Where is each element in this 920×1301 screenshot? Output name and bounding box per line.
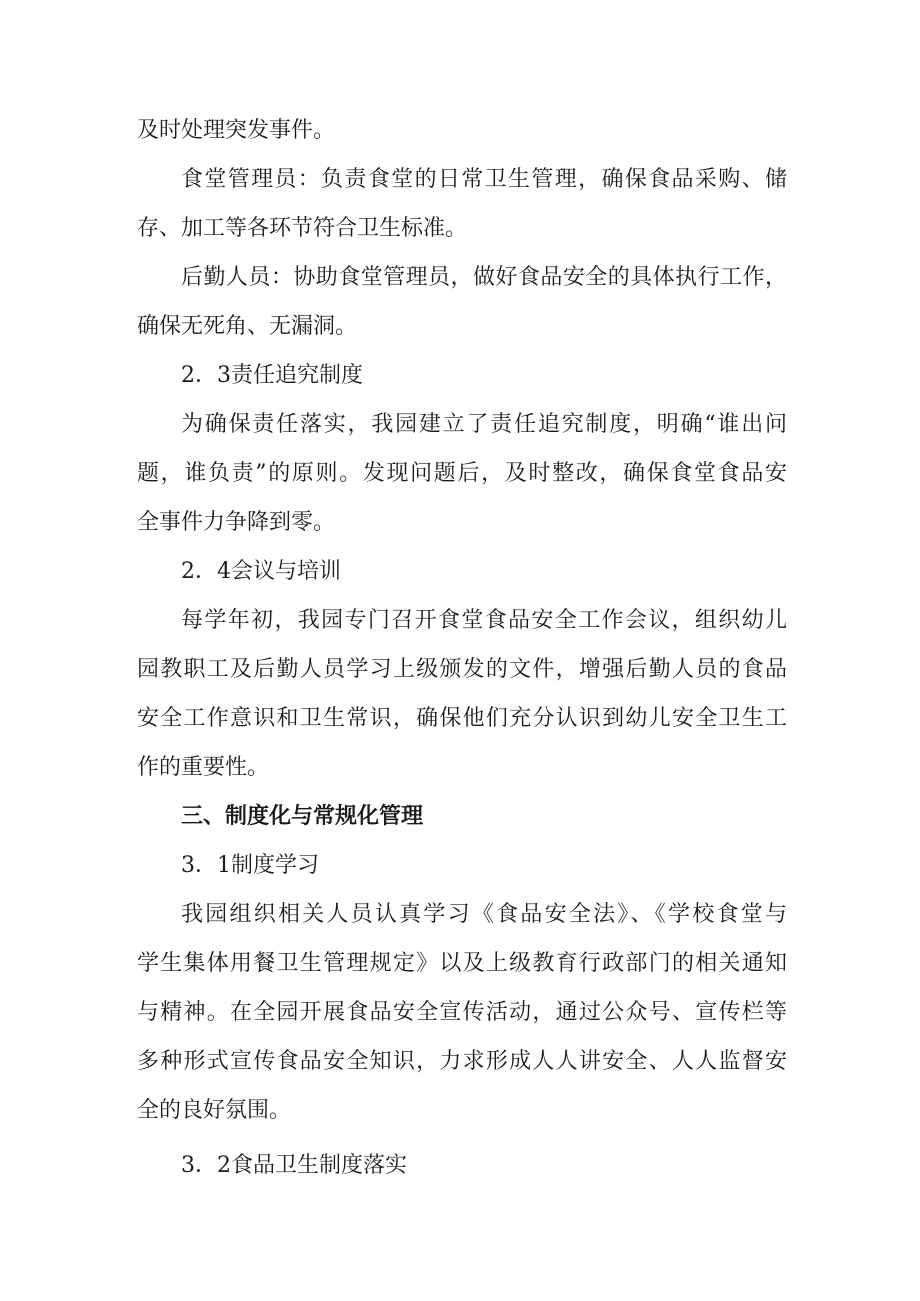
paragraph-meetings: 每学年初，我园专门召开食堂食品安全工作会议，组织幼儿 xyxy=(181,608,787,633)
paragraph-accountability: 为确保责任落实，我园建立了责任追究制度，明确“谁出问 xyxy=(181,412,787,437)
text-line: 存、加工等各环节符合卫生标准。 xyxy=(137,216,468,241)
text-line: 多种形式宣传食品安全知识，力求形成人人讲安全、人人监督安 xyxy=(137,1049,787,1074)
text-line: 及时处理突发事件。 xyxy=(137,118,336,143)
document-body xyxy=(137,106,787,1190)
section-heading-2-4: 2．4会议与培训 xyxy=(181,559,341,584)
section-heading-3-1: 3．1制度学习 xyxy=(181,853,319,878)
text-line: 全事件力争降到零。 xyxy=(137,510,336,535)
text-line: 题，谁负责”的原则。发现问题后，及时整改，确保食堂食品安 xyxy=(137,461,787,486)
text-line: 学生集体用餐卫生管理规定》以及上级教育行政部门的相关通知 xyxy=(137,951,787,976)
section-heading-2-3: 2．3责任追究制度 xyxy=(181,363,363,388)
paragraph-canteen-manager: 食堂管理员：负责食堂的日常卫生管理，确保食品采购、储 xyxy=(181,167,787,192)
chapter-heading-3: 三、制度化与常规化管理 xyxy=(181,804,424,829)
text-line: 安全工作意识和卫生常识，确保他们充分认识到幼儿安全卫生工 xyxy=(137,706,787,731)
text-line: 与精神。在全园开展食品安全宣传活动，通过公众号、宣传栏等 xyxy=(137,1000,787,1025)
text-line: 园教职工及后勤人员学习上级颁发的文件，增强后勤人员的食品 xyxy=(137,657,787,682)
paragraph-logistics-staff: 后勤人员：协助食堂管理员，做好食品安全的具体执行工作， xyxy=(181,265,787,290)
section-heading-3-2: 3．2食品卫生制度落实 xyxy=(181,1153,407,1178)
text-line: 全的良好氛围。 xyxy=(137,1098,292,1123)
text-line: 作的重要性。 xyxy=(137,755,270,780)
text-line: 确保无死角、无漏洞。 xyxy=(137,314,358,339)
paragraph-system-study: 我园组织相关人员认真学习《食品安全法》、《学校食堂与 xyxy=(181,902,787,927)
